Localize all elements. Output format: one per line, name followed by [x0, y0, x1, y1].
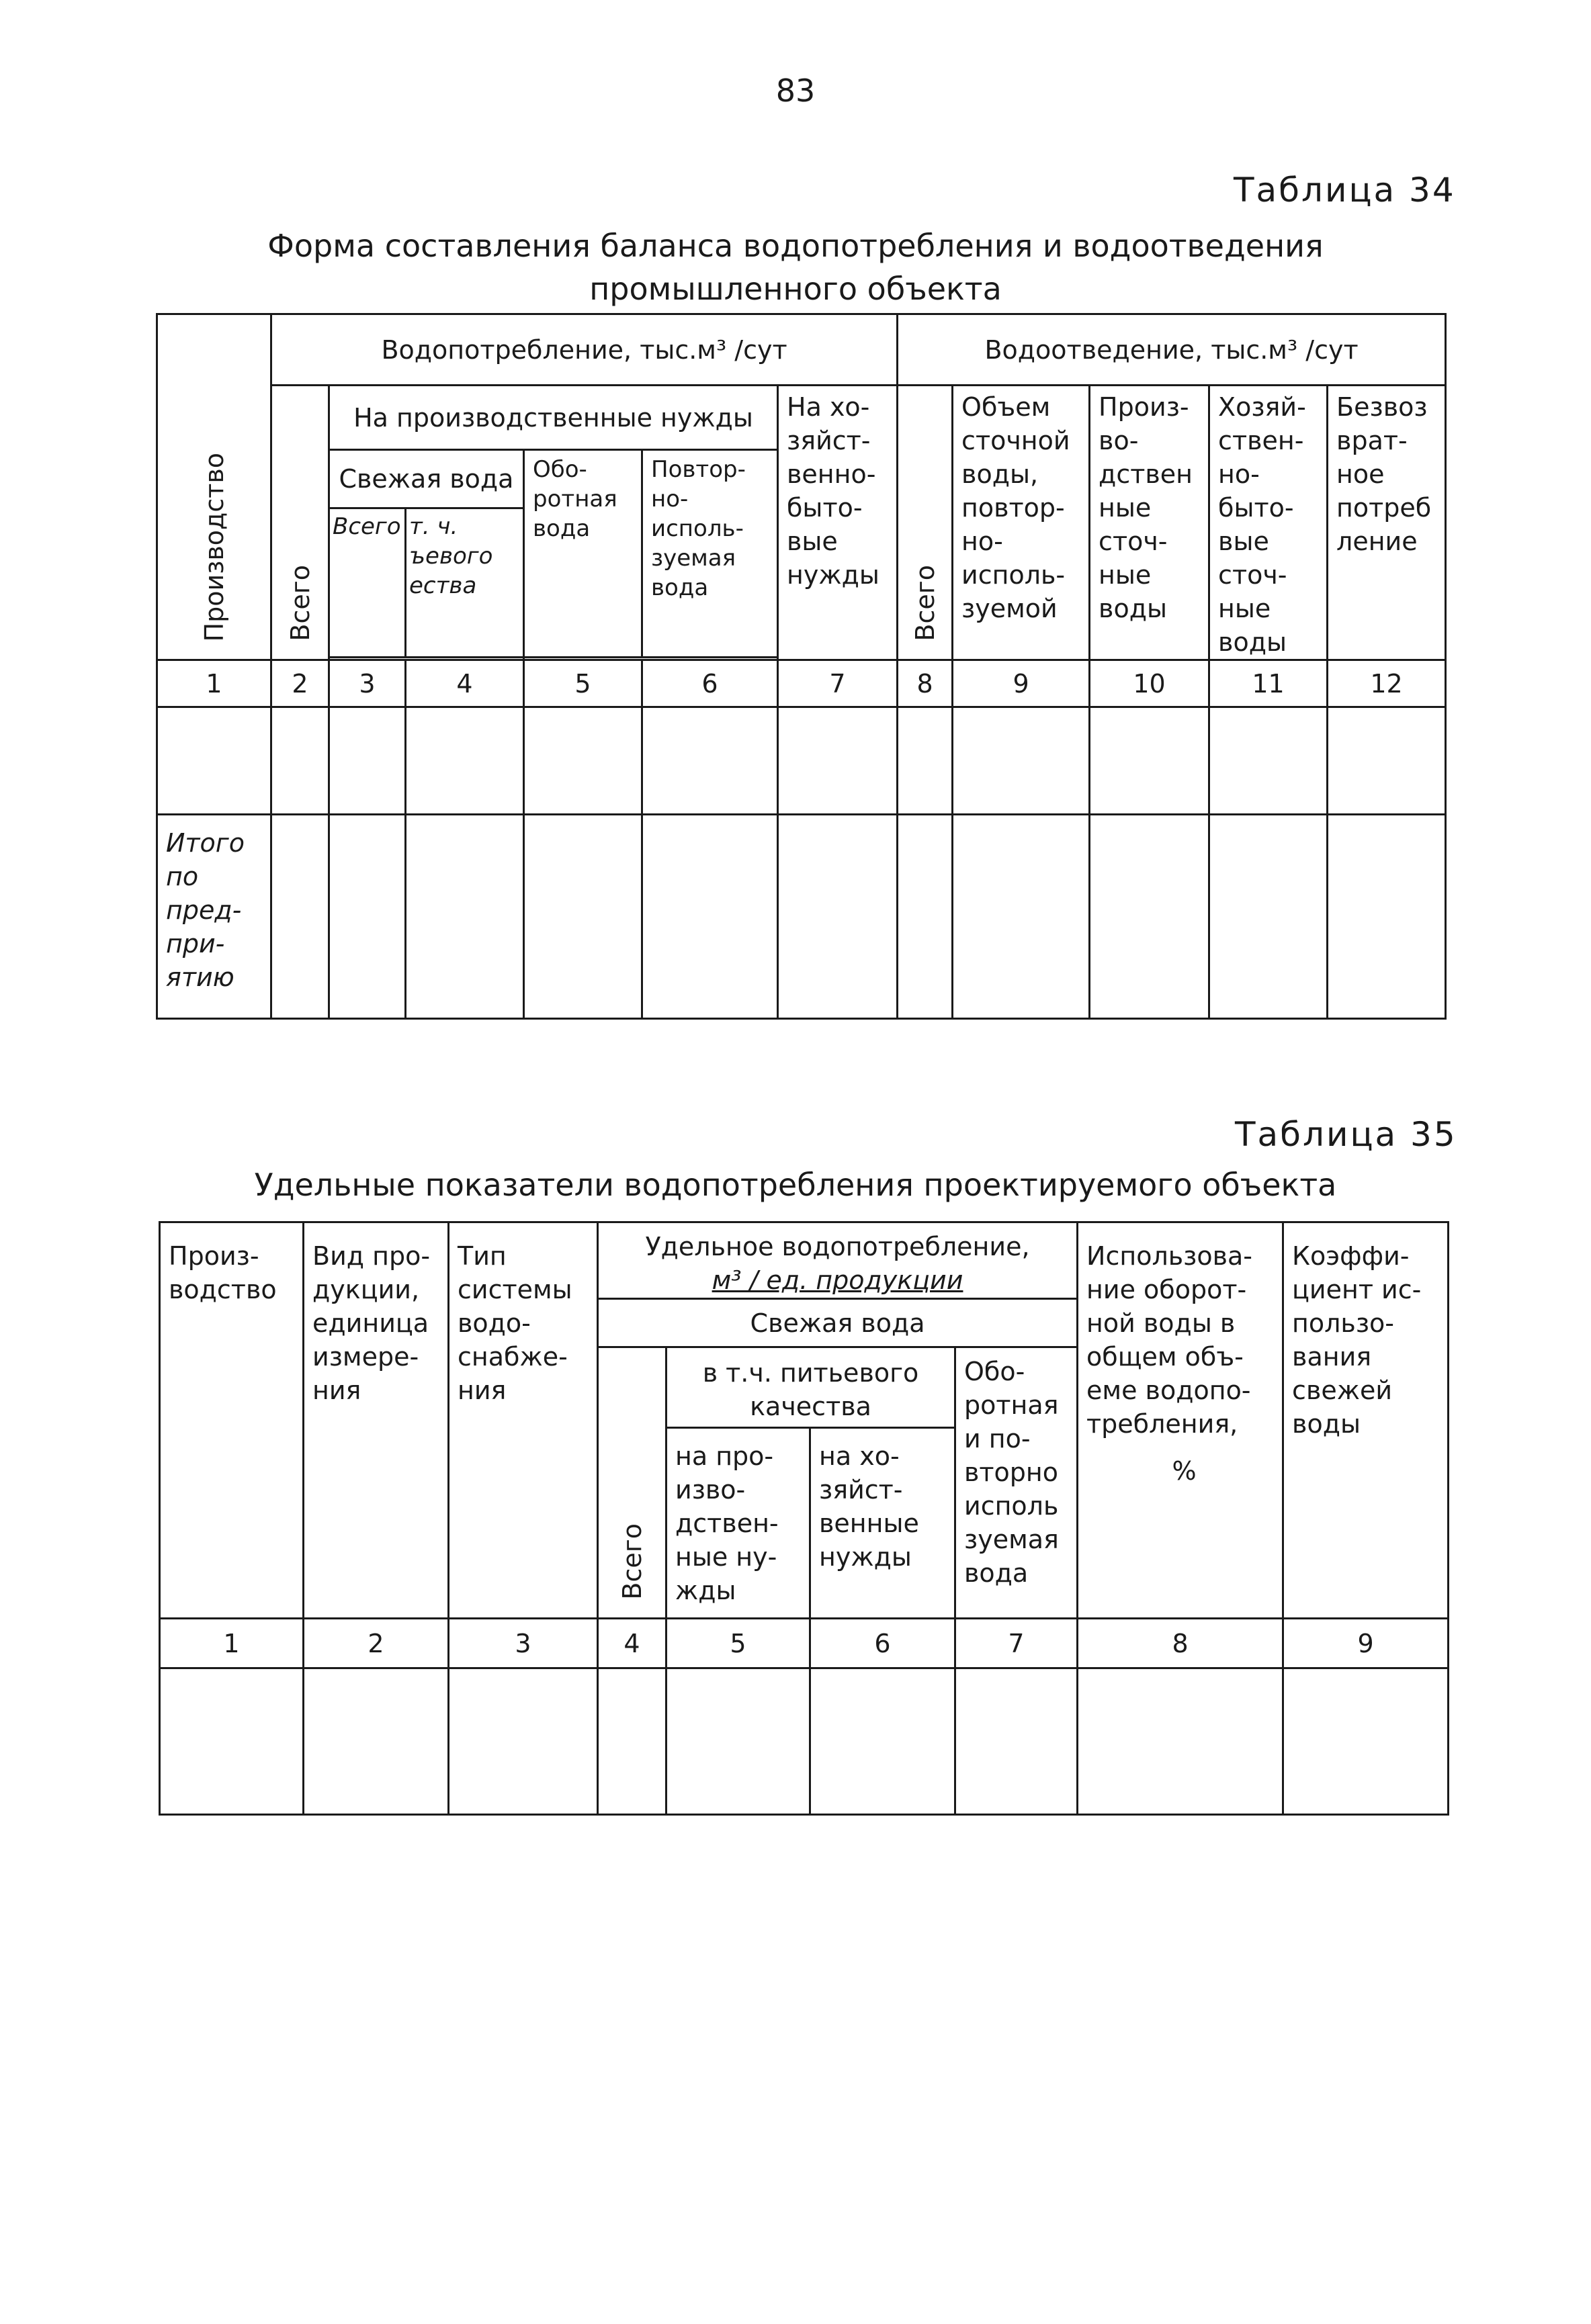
total-label: Итого по пред- при- ятию [157, 815, 271, 1019]
disposal-total-header [898, 386, 953, 660]
t35-system-header: Тип системы водо- снабже- ния [449, 1222, 598, 1619]
water-balance-table [156, 313, 1447, 1020]
table-34-label: Таблица 34 [1234, 171, 1456, 210]
specific-consumption-table [159, 1221, 1449, 1816]
t35-col-number-7: 7 [955, 1619, 1078, 1668]
t35-total-text: Всего [617, 1523, 647, 1600]
household-needs-header: На хо- зяйст- венно- быто- вые нужды [778, 386, 898, 660]
page-number: 83 [775, 73, 816, 109]
table-34-title-line2: промышленного объекта [589, 271, 1002, 307]
wastewater-volume-header: Объем сточной воды, повтор- но- исполь- зуемой [953, 386, 1090, 660]
t35-specific-line2: м³ / ед. продукции [712, 1265, 963, 1295]
disposal-header [898, 314, 1446, 386]
t35-usage-header [1078, 1222, 1283, 1619]
production-header [157, 314, 271, 660]
t35-col-number-9: 9 [1283, 1619, 1449, 1668]
t35-percent: % [1172, 1456, 1197, 1486]
consumption-total-text: Всего [285, 565, 315, 641]
t35-total-header [598, 1347, 666, 1619]
t35-potable-header: в т.ч. питьевого качества [666, 1347, 955, 1428]
t35-col-number-6: 6 [810, 1619, 955, 1668]
t35-for-prod-header: на про- изво- дствен- ные ну- жды [666, 1428, 810, 1619]
table-row [160, 1668, 1449, 1815]
reused-water-header: Повтор- но- исполь- зуемая вода [642, 450, 778, 658]
production-needs-text: На производственные нужды [353, 402, 753, 433]
table-row-total [157, 815, 1446, 1019]
consumption-header-text: Водопотребление, тыс.м³ /сут [381, 334, 787, 365]
domestic-wastewater-header: Хозяй- ствен- но- быто- вые сточ- ные воды [1209, 386, 1328, 660]
t35-coef-header: Коэффи- циент ис- пользо- вания свежей воды [1283, 1222, 1449, 1619]
col-number-2: 2 [271, 660, 329, 707]
table-row [157, 707, 1446, 815]
col-number-6: 6 [642, 660, 778, 707]
disposal-total-text: Всего [910, 565, 940, 641]
t35-product-header: Вид про- дукции, единица измере- ния [304, 1222, 449, 1619]
circulating-water-header: Обо- ротная вода [524, 450, 642, 658]
consumption-header [271, 314, 898, 386]
col-number-3: 3 [329, 660, 406, 707]
t35-for-house-header: на хо- зяйст- венные нужды [810, 1428, 955, 1619]
col-number-12: 12 [1328, 660, 1446, 707]
t35-col-number-1: 1 [160, 1619, 304, 1668]
col-number-5: 5 [524, 660, 642, 707]
disposal-header-text: Водоотведение, тыс.м³ /сут [984, 334, 1359, 365]
table-34-title [0, 224, 1591, 310]
col-number-7: 7 [778, 660, 898, 707]
fresh-total-text: Всего [333, 513, 401, 540]
t35-col-number-4: 4 [598, 1619, 666, 1668]
col-number-4: 4 [406, 660, 524, 707]
col-number-1: 1 [157, 660, 271, 707]
fresh-potable-header: т. ч. ъевого ества [406, 508, 524, 658]
irretrievable-consumption-header: Безвоз врат- ное потреб ление [1328, 386, 1446, 660]
t35-col-number-3: 3 [449, 1619, 598, 1668]
col-number-11: 11 [1209, 660, 1328, 707]
fresh-water-text: Свежая вода [339, 464, 514, 494]
t35-production-header: Произ- водство [160, 1222, 304, 1619]
consumption-total-header [271, 386, 329, 660]
t35-col-number-5: 5 [666, 1619, 810, 1668]
production-header-text: Производство [199, 452, 229, 641]
t35-col-number-8: 8 [1078, 1619, 1283, 1668]
col-number-10: 10 [1090, 660, 1209, 707]
t35-circ-header: Обо- ротная и по- вторно исполь зуемая вода [955, 1347, 1078, 1619]
t35-col-number-2: 2 [304, 1619, 449, 1668]
t35-fresh-header [598, 1299, 1078, 1347]
col-number-9: 9 [953, 660, 1090, 707]
production-needs-header [329, 386, 778, 450]
t35-specific-header [598, 1222, 1078, 1299]
col-number-8: 8 [898, 660, 953, 707]
t35-specific-line1: Удельное водопотребление, [645, 1232, 1030, 1261]
t35-usage-text: Использова- ние оборот- ной воды в общем объ- еме водопо- требления, [1086, 1241, 1252, 1439]
fresh-water-header [329, 450, 524, 508]
industrial-wastewater-header: Произ- во- дствен ные сточ- ные воды [1090, 386, 1209, 660]
t35-fresh-text: Свежая вода [750, 1308, 925, 1338]
table-34-title-line1: Форма составления баланса водопотребления и водоотведения [267, 228, 1324, 264]
table-35-label: Таблица 35 [1235, 1115, 1457, 1154]
fresh-total-header [329, 508, 406, 658]
table-35-title: Удельные показатели водопотребления проектируемого объекта [254, 1167, 1337, 1203]
